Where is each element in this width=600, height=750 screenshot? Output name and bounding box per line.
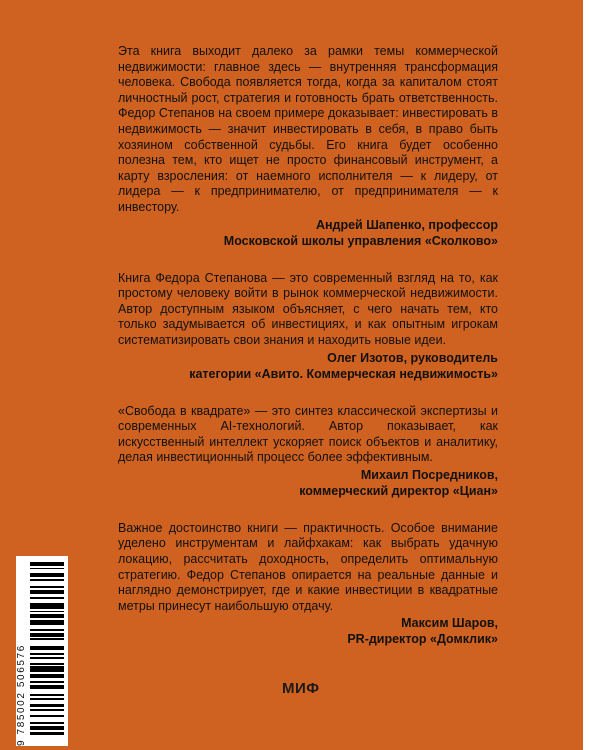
reviews-column bbox=[118, 44, 498, 669]
review-author bbox=[118, 217, 498, 249]
author-line-1: Андрей Шапенко, профессор bbox=[315, 217, 498, 232]
review-text: «Свобода в квадрате» — это синтез классической экспертизы и современных AI-технологий. Автор показывает, как искусственный интеллект ускоряет поиск объектов и аналитику, делая инвестиционный процесс более эффективным. bbox=[118, 403, 498, 465]
author-line-2: PR-директор «Домклик» bbox=[347, 632, 498, 647]
review-author bbox=[118, 467, 498, 499]
review-2 bbox=[118, 271, 498, 382]
barcode-gap bbox=[30, 735, 64, 739]
review-1 bbox=[118, 44, 498, 249]
author-line-1: Олег Изотов, руководитель bbox=[327, 350, 498, 365]
isbn-barcode bbox=[16, 556, 68, 746]
author-line-2: Московской школы управления «Сколково» bbox=[223, 233, 498, 248]
page-edge bbox=[583, 0, 600, 750]
review-text: Эта книга выходит далеко за рамки темы коммерческой недвижимости: главное здесь — внутренняя трансформация человека. Свобода появляется тогда, когда за капиталом стоят личностный рост, стратегия и готовность брать ответственность. Федор Степанов на своем примере доказывает: инвестировать в недвижимость — значит инвестировать в себя, в право быть хозяином собственной судьбы. Его книга будет особенно полезна тем, кто ищет не просто финансовый инструмент, а карту взросления: от наемного исполнителя — к лидеру, от лидера — к предпринимателю, от предпринимателя — к инвестору. bbox=[118, 44, 498, 214]
review-text: Важное достоинство книги — практичность. Особое внимание уделено инструментам и лайфхакам: как выбрать удачную локацию, рассчитать доходность, определить оптимальную стратегию. Федор Степанов опирается на реальные данные и наглядно демонстрирует, где и какие инвестиции в квадратные метры принесут наибольшую отдачу. bbox=[118, 520, 498, 613]
review-author bbox=[118, 350, 498, 382]
publisher-logo: МИФ bbox=[282, 680, 320, 697]
author-line-1: Максим Шаров, bbox=[401, 616, 498, 631]
review-3 bbox=[118, 404, 498, 499]
review-text: Книга Федора Степанова — это современный взгляд на то, как простому человеку войти в рынок коммерческой недвижимости. Автор доступным языком объясняет, с чего начать тем, кто только задумывается об инвестициях, и как опытным игрокам систематизировать свои знания и находить новые идеи. bbox=[118, 270, 498, 347]
review-author bbox=[118, 615, 498, 647]
author-line-2: коммерческий директор «Циан» bbox=[299, 483, 498, 498]
review-4 bbox=[118, 521, 498, 648]
author-line-1: Михаил Посредников, bbox=[360, 467, 498, 482]
author-line-2: категории «Авито. Коммерческая недвижимость» bbox=[189, 366, 498, 381]
isbn-number: 9 785002 506576 bbox=[16, 644, 27, 746]
barcode-bars bbox=[30, 562, 64, 740]
